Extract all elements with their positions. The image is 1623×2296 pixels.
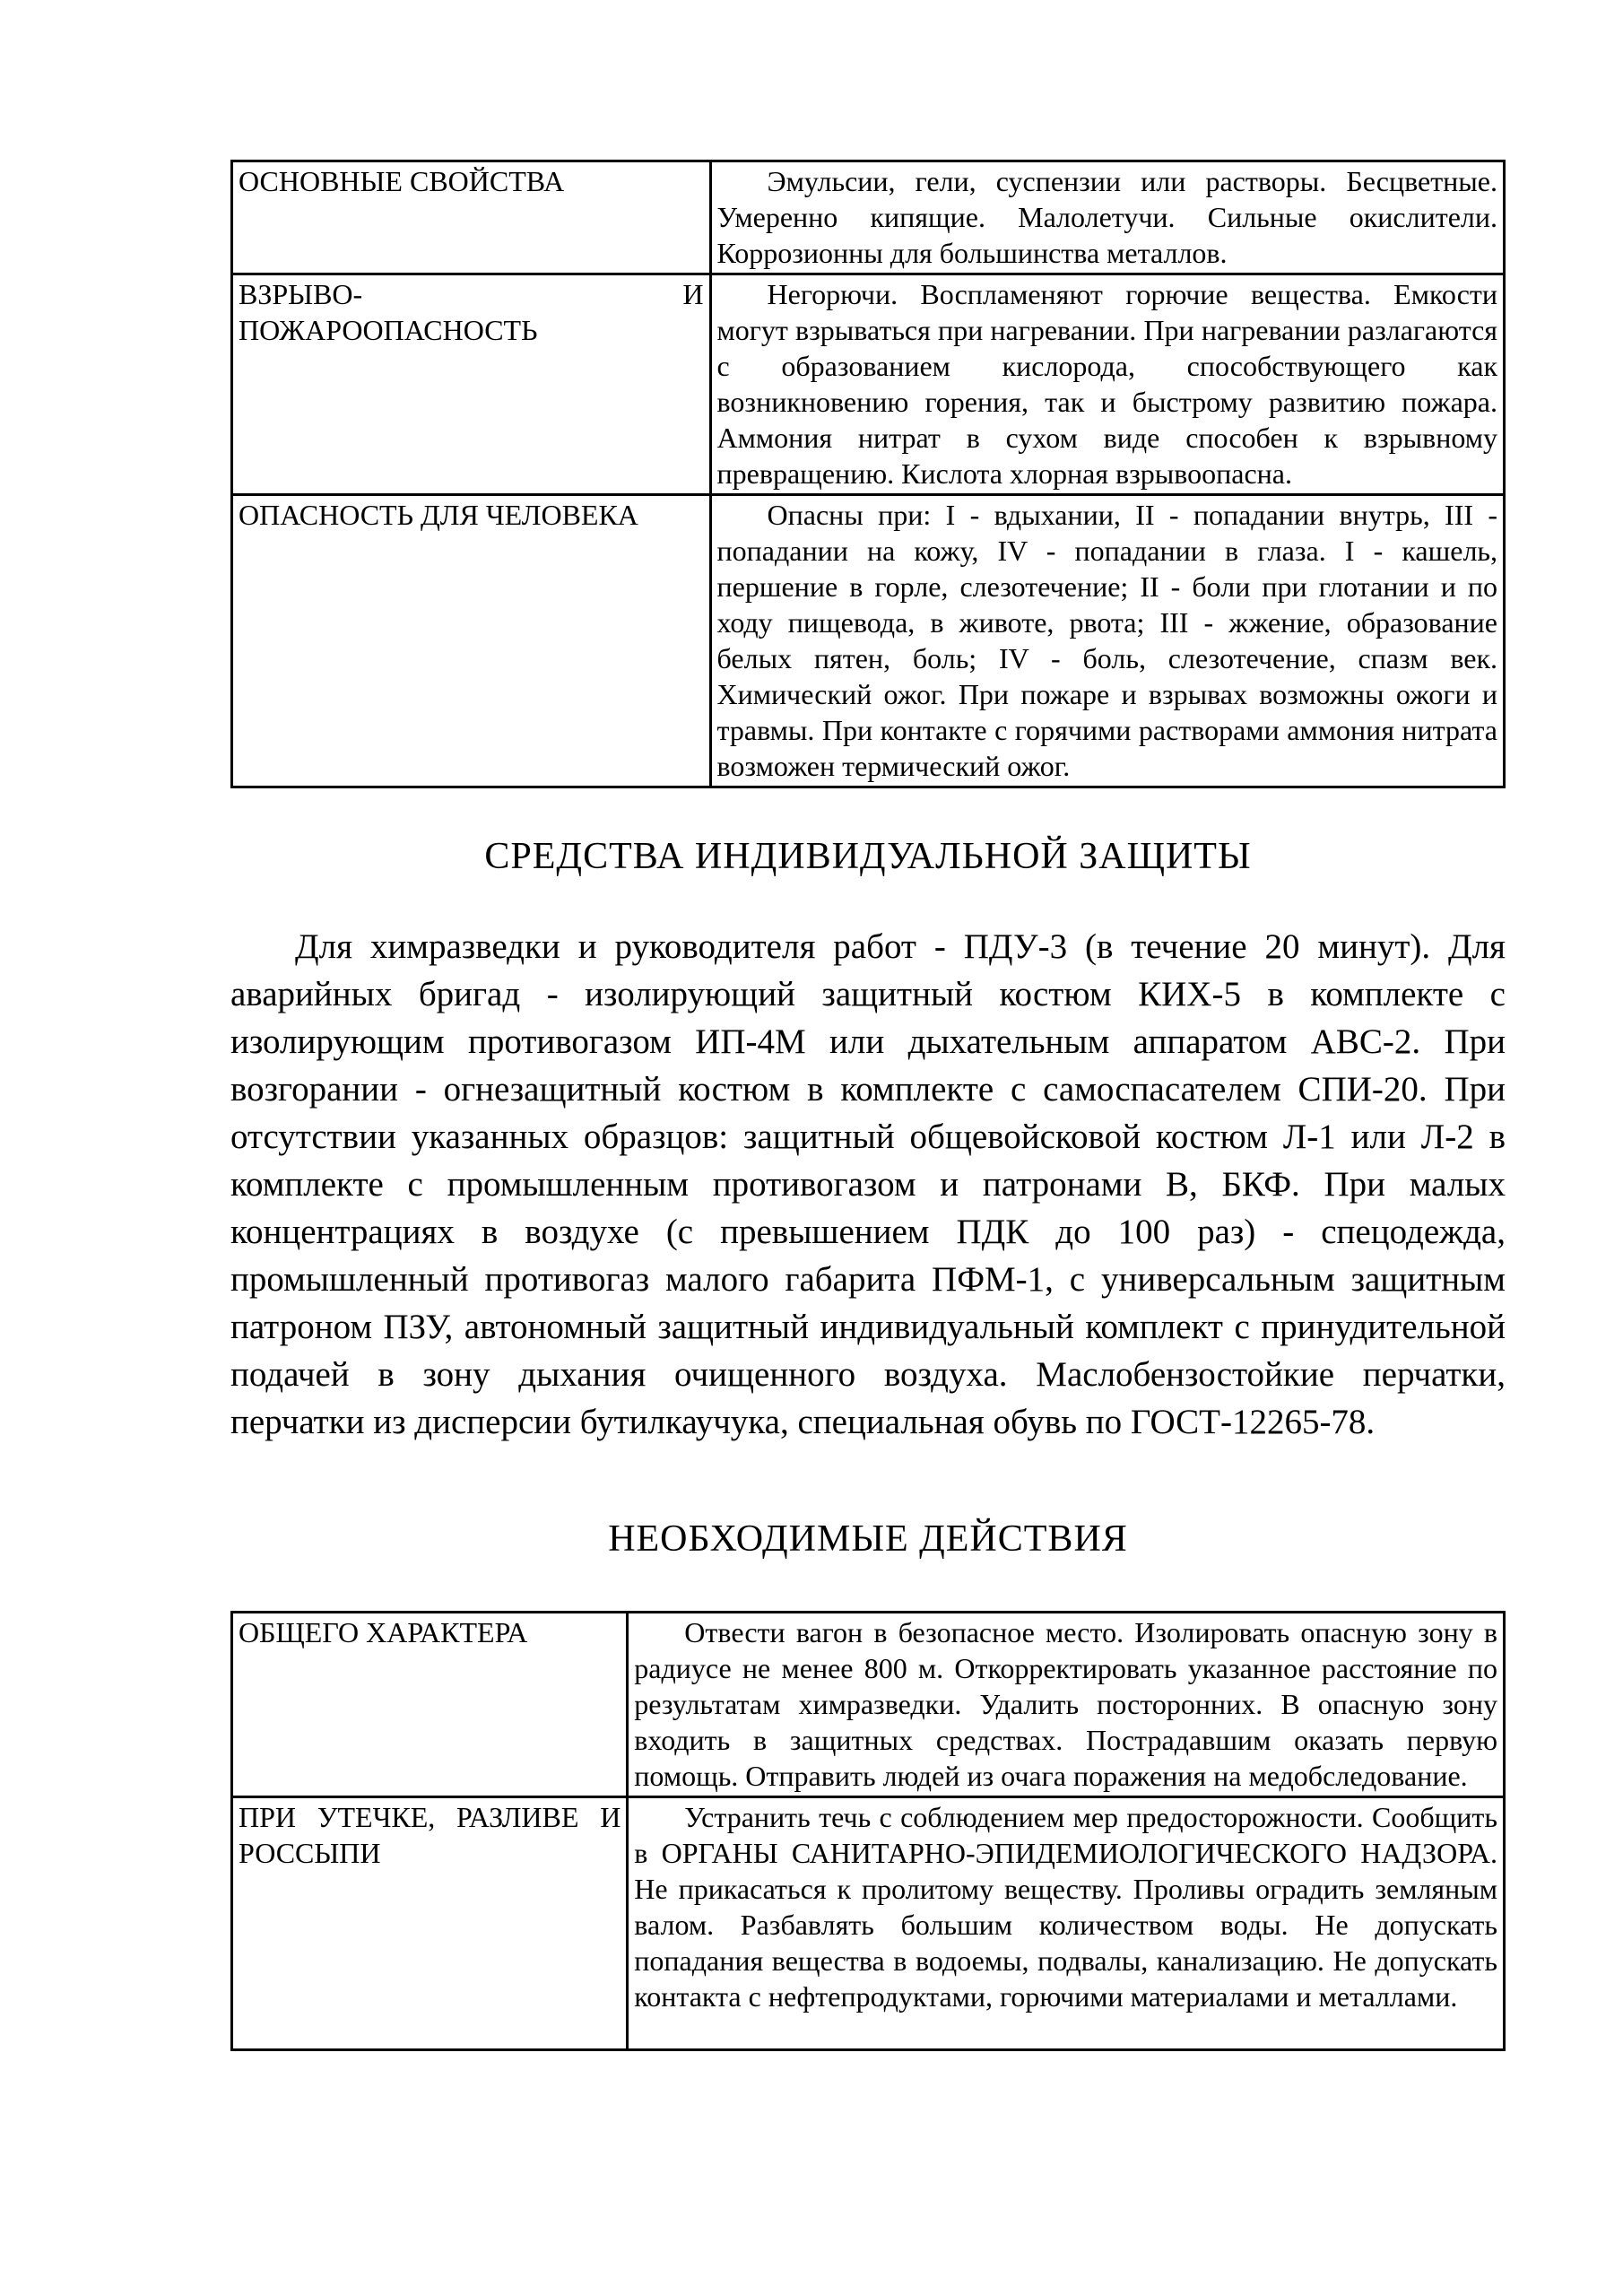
row-label-cell: [232, 161, 711, 274]
actions-table: [230, 1611, 1506, 2051]
row-label-cell: [232, 274, 711, 495]
table-row: [232, 161, 1505, 274]
table-row: [232, 1797, 1505, 2050]
row-label-cell: [232, 1797, 628, 2050]
section-heading-ppe: СРЕДСТВА ИНДИВИДУАЛЬНОЙ ЗАЩИТЫ: [484, 836, 1252, 877]
row-text-cell: [628, 1613, 1505, 1797]
row-text-cell: [710, 274, 1504, 495]
row-label-line-1: ПРИ УТЕЧКЕ, РАЗЛИВЕ И: [239, 1801, 621, 1833]
row-text: Устранить течь с соблюдением мер предосторожности. Сообщить в ОРГАНЫ САНИТАРНО-ЭПИДЕМИОЛОГИЧЕСКОГО НАДЗОРА. Не прикасаться к пролитому веществу. Проливы оградить земляным валом. Разбавлять большим количеством воды. Не допускать попадания вещества в водоемы, подвалы, канализацию. Не допускать контакта с нефтепродуктами, горючими материалами и металлами.: [634, 1801, 1497, 2013]
properties-table: [230, 160, 1506, 788]
table-row: [232, 1613, 1505, 1797]
row-label: ОСНОВНЫЕ СВОЙСТВА: [239, 165, 565, 197]
row-label-line-1: ВЗРЫВО- И: [239, 278, 704, 310]
row-text: Негорючи. Воспламеняют горючие вещества. Емкости могут взрываться при нагревании. При нагревании разлагаются с образованием кислорода, способствующего как возникновению горения, так и быстрому развитию пожара. Аммония нитрат в сухом виде способен к взрывному превращению. Кислота хлорная взрывоопасна.: [716, 278, 1497, 490]
section-heading-actions: НЕОБХОДИМЫЕ ДЕЙСТВИЯ: [608, 1518, 1128, 1560]
row-text: Опасны при: I - вдыхании, II - попадании внутрь, III - попадании на кожу, IV - попадании в глаза. I - кашель, першение в горле, слезотечение; II - боли при глотании и по ходу пищевода, в животе, рвота; III - жжение, образование белых пятен, боль; IV - боль, слезотечение, спазм век. Химический ожог. При пожаре и взрывах возможны ожоги и травмы. При контакте с горячими растворами аммония нитрата возможен термический ожог.: [716, 499, 1497, 782]
row-text-cell: [710, 161, 1504, 274]
row-text-cell: [628, 1797, 1505, 2050]
row-text-cell: [710, 495, 1504, 787]
row-label-cell: [232, 495, 711, 787]
ppe-paragraph: Для химразведки и руководителя работ - ПДУ-3 (в течение 20 минут). Для аварийных бригад - изолирующий защитный костюм КИХ-5 в комплекте с изолирующим противогазом ИП-4М или дыхательным аппаратом АВС-2. При возгорании - огнезащитный костюм в комплекте с самоспасателем СПИ-20. При отсутствии указанных образцов: защитный общевойсковой костюм Л-1 или Л-2 в комплекте с промышленным противогазом и патронами В, БКФ. При малых концентрациях в воздухе (с превышением ПДК до 100 раз) - спецодежда, промышленный противогаз малого габарита ПФМ-1, с универсальным защитным патроном ПЗУ, автономный защитный индивидуальный комплект с принудительной подачей в зону дыхания очищенного воздуха. Маслобензостойкие перчатки, перчатки из дисперсии бутилкаучука, специальная обувь по ГОСТ-12265-78.: [230, 927, 1506, 1441]
row-label: ОПАСНОСТЬ ДЛЯ ЧЕЛОВЕКА: [239, 499, 638, 531]
table-row: [232, 495, 1505, 787]
row-label: ОБЩЕГО ХАРАКТЕРА: [239, 1616, 528, 1648]
row-label-line-2: РОССЫПИ: [239, 1837, 381, 1869]
row-label-cell: [232, 1613, 628, 1797]
table-row: [232, 274, 1505, 495]
row-text: Отвести вагон в безопасное место. Изолировать опасную зону в радиусе не менее 800 м. Откорректировать указанное расстояние по результатам химразведки. Удалить посторонних. В опасную зону входить в защитных средствах. Пострадавшим оказать первую помощь. Отправить людей из очага поражения на медобследование.: [634, 1616, 1497, 1792]
row-label-line-2: ПОЖАРООПАСНОСТЬ: [239, 314, 538, 346]
row-text: Эмульсии, гели, суспензии или растворы. Бесцветные. Умеренно кипящие. Малолетучи. Сильные окислители. Коррозионны для большинства металлов.: [716, 165, 1497, 269]
